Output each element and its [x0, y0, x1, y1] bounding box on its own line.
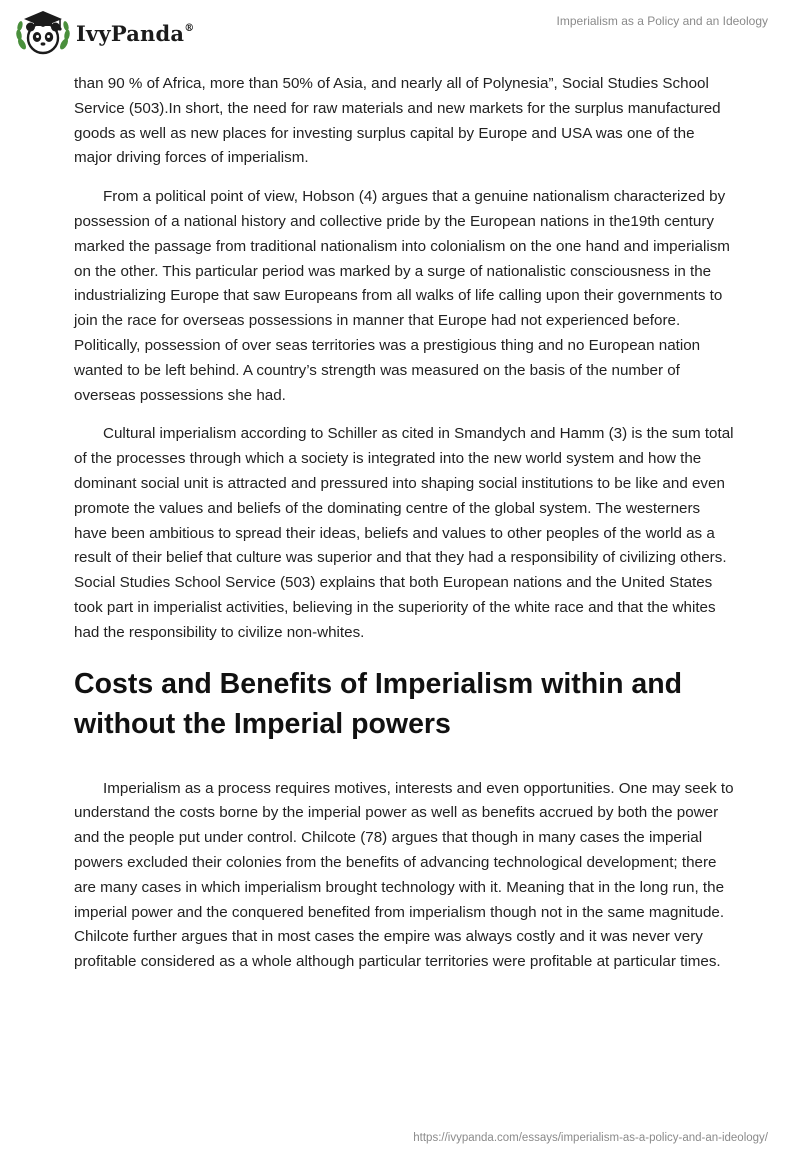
- paragraph-cultural: Cultural imperialism according to Schiller as cited in Smandych and Hamm (3) is the sum total of the processes through which a society is integrated into the new world system and how the dominant social unit is attracted and pressured into shaping social institutions to be like and even promote the values and beliefs of the dominating centre of the global system. The westerners have been ambitious to spread their ideas, beliefs and values to other peoples of the world as a result of their belief that culture was superior and that they had a responsibility of civilizing others. Social Studies School Service (503) explains that both European nations and the United States took part in imperialist activities, believing in the superiority of the white race and that the whites had the responsibility to civilize non-whites.: [74, 425, 734, 641]
- paragraph-political: From a political point of view, Hobson (4) argues that a genuine nationalism characterized by possession of a national history and collective pride by the European nations in the19th century marked the passage from traditional nationalism into colonialism on the one hand and imperialism on the other. This particular period was marked by a surge of nationalistic consciousness in the industrializing Europe that saw Europeans from all walks of life calling upon their governments to join the race for overseas possessions in manner that Europe had not experienced before. Politically, possession of over seas territories was a prestigious thing and no European nation wanted to be left behind. A country’s strength was measured on the basis of the number of overseas possessions she had.: [74, 188, 730, 404]
- page-header: [0, 0, 800, 64]
- brand-name: IvyPanda®: [76, 20, 195, 46]
- source-url[interactable]: https://ivypanda.com/essays/imperialism-as-a-policy-and-an-ideology/: [413, 1132, 768, 1144]
- panda-graduate-icon: [14, 8, 72, 56]
- paragraph-costs-benefits: Imperialism as a process requires motives, interests and even opportunities. One may seek to understand the costs borne by the imperial power as well as benefits accrued by both the power and the people put under control. Chilcote (78) argues that though in many cases the imperial powers excluded their colonies from the benefits of advancing technological development; there are many cases in which imperialism brought technology with it. Meaning that in the long run, the imperial power and the conquered benefited from imperialism though not in the same magnitude. Chilcote further argues that in most cases the empire was always costly and it was never very profitable considered as a whole although particular territories were profitable at particular times.: [74, 779, 734, 971]
- paragraph-continued: than 90 % of Africa, more than 50% of Asia, and nearly all of Polynesia”, Social Studies School Service (503).In short, the need for raw materials and new markets for the surplus manufactured goods as well as new places for investing surplus capital by Europe and USA was one of the major driving forces of imperialism.: [74, 75, 721, 167]
- document-title: Imperialism as a Policy and an Ideology: [556, 14, 768, 28]
- section-heading: Costs and Benefits of Imperialism within and without the Imperial powers: [74, 667, 683, 740]
- essay-content: [74, 72, 734, 989]
- ivypanda-logo[interactable]: [14, 8, 194, 56]
